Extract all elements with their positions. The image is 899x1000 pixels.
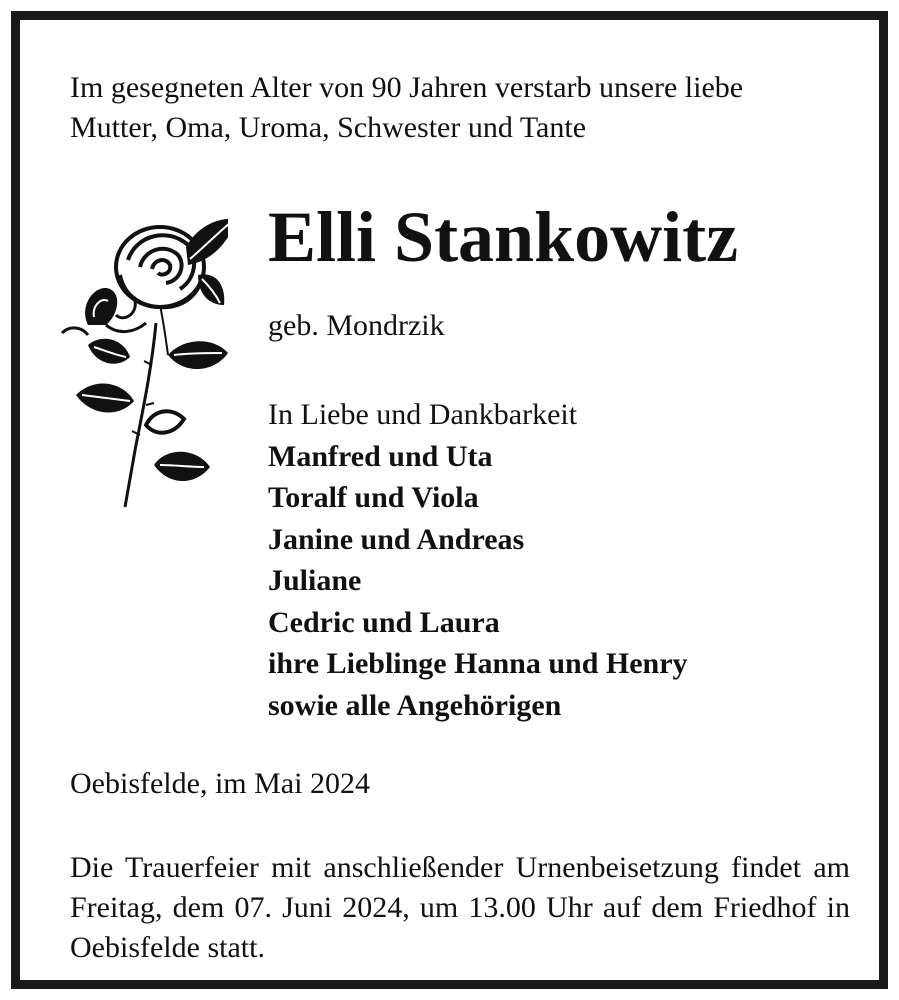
intro-text (70, 68, 850, 148)
funeral-line: findet am Freitag, dem 07. Juni 2024, um 13.00 Uhr auf (70, 851, 850, 924)
intro-line: Mutter, Oma, Uroma, Schwester und Tante (70, 111, 587, 144)
intro-line: Im gesegneten Alter von 90 Jahren verstarb unsere liebe (70, 71, 744, 104)
deceased-name: Elli Stankowitz (268, 197, 739, 277)
mourner-item: sowie alle Angehörigen (268, 688, 562, 722)
funeral-details (70, 848, 850, 968)
obituary-frame (11, 11, 888, 989)
mourner-item: Manfred und Uta (268, 439, 493, 473)
mourner-item: ihre Lieblinge Hanna und Henry (268, 647, 688, 680)
place-date: Oebisfelde, im Mai 2024 (70, 767, 370, 800)
funeral-line: Die Trauerfeier mit anschließender Urnenbeisetzung (70, 851, 719, 884)
mourner-item: Juliane (268, 564, 362, 597)
mourners-intro: In Liebe und Dankbarkeit (268, 398, 578, 431)
mourner-item: Janine und Andreas (268, 522, 525, 556)
mourner-item: Cedric und Laura (268, 605, 500, 639)
mourner-item: Toralf und Viola (268, 481, 479, 514)
funeral-line: dem Friedhof in Oebisfelde statt. (70, 891, 851, 964)
birth-name: geb. Mondrzik (268, 309, 445, 342)
mourners-list (268, 394, 688, 726)
rose-icon (48, 205, 228, 510)
